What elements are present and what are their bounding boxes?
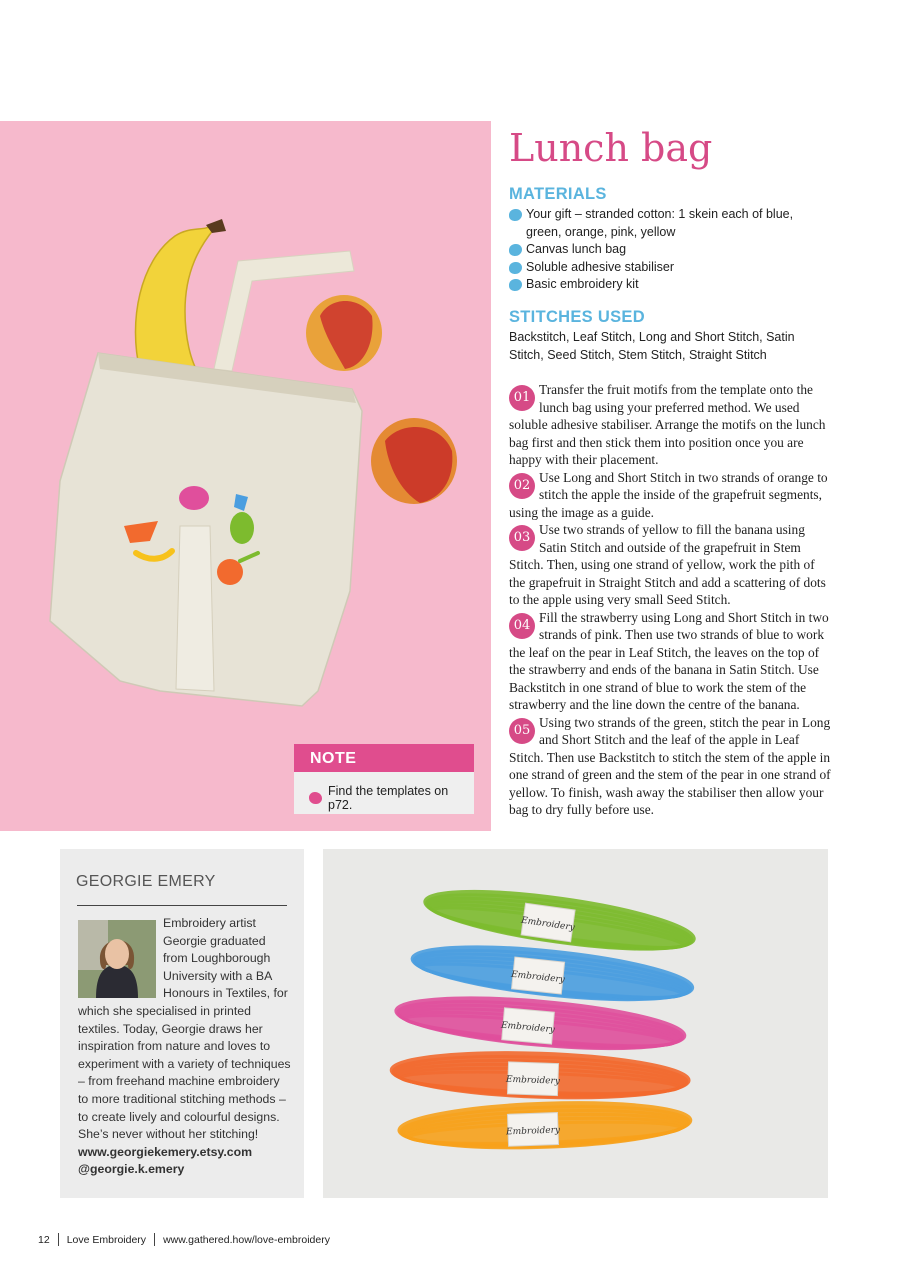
article-title: Lunch bag: [509, 126, 713, 170]
note-box: [294, 744, 474, 814]
step-number-badge: 04: [509, 613, 535, 639]
bio-text-block: [78, 915, 292, 1179]
step-text: Fill the strawberry using Long and Short Stitch in two strands of pink. Then use two strands of blue to work the leaf on the pear in Leaf Stitch, the leaves on the top of the strawberry and ends of the banana in Satin Stitch. Use Backstitch in one strand of blue to work the stem of the strawberry and the line down the centre of the banana.: [509, 609, 829, 712]
magazine-name: Love Embroidery: [66, 1233, 147, 1246]
stitches-text: Backstitch, Leaf Stitch, Long and Short Stitch, Satin Stitch, Seed Stitch, Stem Stitch, Straight Stitch: [509, 330, 795, 362]
stitches-heading: STITCHES USED: [509, 308, 645, 326]
website-link[interactable]: www.georgiekemery.etsy.com: [78, 1144, 253, 1159]
materials-list: [509, 206, 829, 294]
step-text: Using two strands of the green, stitch the pear in Long and Short Stitch and the leaf of the apple in Leaf Stitch. Then use Backstitch to stitch the stem of the apple in one strand of green and the stem of the pear in one strand of yellow. To finish, wash away the stabiliser then allow your bag to dry fully before use.: [509, 714, 831, 817]
step-number-badge: 03: [509, 525, 535, 551]
step-text: Transfer the fruit motifs from the template onto the lunch bag using your preferred method. We used soluble adhesive stabiliser. Arrange the motifs on the lunch bag first and then stick them into position once you are happy with their placement.: [509, 382, 826, 467]
step-text: Use Long and Short Stitch in two strands of orange to stitch the apple the inside of the grapefruit segments, using the image as a guide.: [509, 469, 828, 520]
skein-label: Embroidery: [520, 915, 576, 934]
step: [509, 521, 831, 609]
bio-paragraph: Embroidery artist Georgie graduated from Loughborough University with a BA Honours in Textiles, for which she specialised in printed textiles. Today, Georgie draws her inspiration from nature and loves to experiment with a variety of techniques – from freehand machine embroidery to more traditional stitching methods – to create lively and colourful designs. She’s never without her stitching!: [78, 916, 291, 1142]
step: [509, 469, 831, 522]
thread-skein: [398, 1098, 691, 1152]
bullet-icon: [509, 209, 522, 221]
list-item: Soluble adhesive stabiliser: [509, 259, 829, 277]
instructions: [509, 381, 831, 819]
lunch-bag-illustration: [0, 121, 491, 831]
threads-photo: [323, 849, 828, 1198]
note-heading: NOTE: [294, 744, 474, 772]
step: [509, 381, 831, 469]
skein-label: Embroidery: [510, 969, 566, 986]
designer-bio-box: [60, 849, 304, 1198]
step-number-badge: 01: [509, 385, 535, 411]
bullet-icon: [509, 244, 522, 256]
divider: [58, 1233, 59, 1246]
list-item: Your gift – stranded cotton: 1 skein each of blue, green, orange, pink, yellow: [509, 206, 829, 241]
step-number-badge: 02: [509, 473, 535, 499]
step-text: Use two strands of yellow to fill the banana using Satin Stitch and outside of the grapefruit in Stem Stitch. Then, using one strand of yellow, work the pith of the grapefruit in Straight Stitch and add a scattering of dots to the apple using very small Seed Stitch.: [509, 522, 826, 607]
skein-label: Embroidery: [505, 1074, 561, 1087]
hero-photo-lunch-bag: [0, 121, 491, 831]
thread-skein: [390, 1048, 689, 1102]
skein-label: Embroidery: [500, 1020, 556, 1036]
social-handle[interactable]: @georgie.k.emery: [78, 1162, 185, 1177]
designer-name: GEORGIE EMERY: [76, 873, 216, 890]
materials-heading: MATERIALS: [509, 185, 607, 203]
skein-label: Embroidery: [505, 1125, 561, 1138]
list-item: Basic embroidery kit: [509, 276, 829, 294]
divider: [77, 905, 287, 906]
footer-url[interactable]: www.gathered.how/love-embroidery: [163, 1233, 330, 1246]
step-number-badge: 05: [509, 718, 535, 744]
divider: [154, 1233, 155, 1246]
page-number: 12: [38, 1233, 50, 1246]
page-footer: [38, 1233, 330, 1246]
bullet-icon: [509, 279, 522, 291]
embroidery-threads-illustration: [323, 849, 828, 1198]
note-body: [294, 772, 474, 812]
step: [509, 609, 831, 714]
bullet-icon: [309, 792, 322, 804]
bullet-icon: [509, 262, 522, 274]
note-text: Find the templates on p72.: [328, 784, 449, 812]
step: [509, 714, 831, 819]
list-item: Canvas lunch bag: [509, 241, 829, 259]
